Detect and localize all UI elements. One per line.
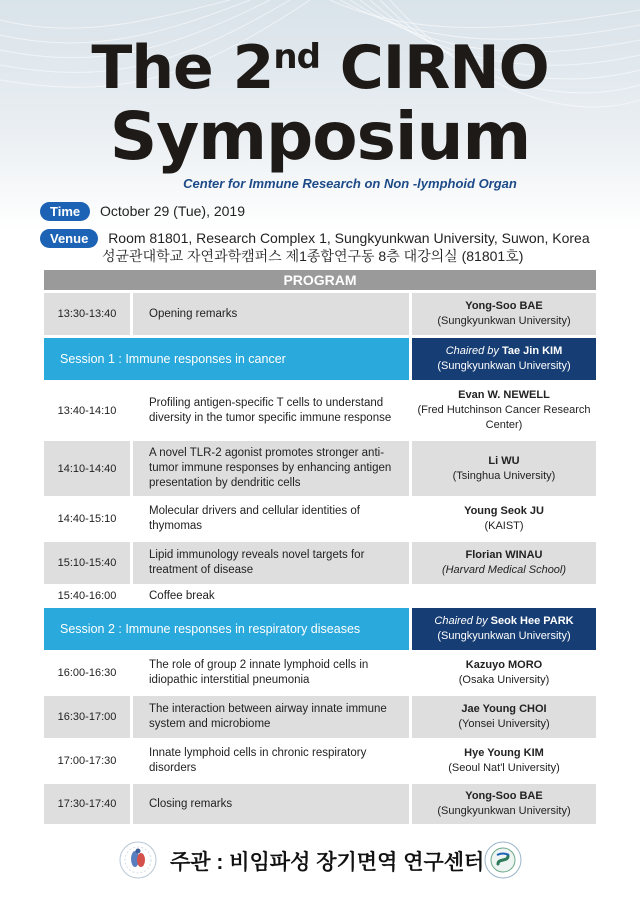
row-speaker	[412, 741, 596, 781]
speaker-name: Jae Young CHOI	[461, 703, 547, 715]
row-title: Lipid immunology reveals novel targets for treatment of disease	[133, 542, 409, 584]
row-speaker	[412, 653, 596, 693]
chaired-by-label: Chaired by	[445, 345, 499, 357]
footer	[0, 840, 640, 880]
row-speaker	[412, 383, 596, 438]
table-row	[44, 441, 596, 496]
speaker-name: Young Seok JU	[464, 505, 544, 517]
time-label: Time	[40, 202, 90, 221]
speaker-affiliation: (KAIST)	[484, 520, 524, 532]
session-title: Session 1 : Immune responses in cancer	[44, 338, 409, 380]
speaker-name: Li WU	[488, 454, 520, 467]
row-speaker	[412, 542, 596, 584]
venue-value: Room 81801, Research Complex 1, Sungkyunkwan University, Suwon, Korea	[108, 230, 590, 246]
row-speaker	[412, 293, 596, 335]
title-superscript: nd	[273, 37, 320, 77]
speaker-name: Florian WINAU	[465, 549, 543, 561]
row-time: 17:30-17:40	[44, 784, 130, 824]
event-title-line2: Symposium	[109, 98, 531, 175]
chaired-by-label: Chaired by	[434, 615, 488, 627]
row-title: Closing remarks	[133, 784, 409, 824]
row-speaker	[412, 441, 596, 496]
speaker-name: Hye Young KIM	[464, 747, 544, 759]
row-time: 13:30-13:40	[44, 293, 130, 335]
chair-affiliation: (Sungkyunkwan University)	[437, 360, 571, 372]
speaker-affiliation: (Yonsei University)	[458, 718, 550, 730]
row-title: The role of group 2 innate lymphoid cells in idiopathic interstitial pneumonia	[133, 653, 409, 693]
row-time: 15:40-16:00	[44, 587, 130, 605]
row-speaker	[412, 696, 596, 738]
sungkyunkwan-university-seal-icon	[483, 840, 523, 880]
row-time: 13:40-14:10	[44, 383, 130, 438]
organizer-text: 주관 : 비임파성 장기면역 연구센터	[170, 851, 485, 874]
row-time: 16:30-17:00	[44, 696, 130, 738]
speaker-name: Yong-Soo BAE	[465, 790, 543, 802]
chair-name: Tae Jin KIM	[501, 345, 563, 357]
row-time: 14:10-14:40	[44, 441, 130, 496]
speaker-name: Yong-Soo BAE	[465, 300, 543, 312]
row-speaker	[412, 587, 596, 605]
speaker-affiliation: (Seoul Nat'l University)	[448, 762, 560, 774]
row-speaker	[412, 499, 596, 539]
row-time: 14:40-15:10	[44, 499, 130, 539]
program-heading: PROGRAM	[44, 270, 596, 290]
row-title: Opening remarks	[133, 293, 409, 335]
row-time: 16:00-16:30	[44, 653, 130, 693]
speaker-affiliation: (Fred Hutchinson Cancer Research Center)	[417, 404, 591, 431]
time-row	[40, 202, 245, 221]
speaker-affiliation: (Harvard Medical School)	[441, 564, 567, 576]
row-time: 15:10-15:40	[44, 542, 130, 584]
session-chair	[412, 608, 596, 650]
table-row	[44, 696, 596, 738]
speaker-affiliation: (Tsinghua University)	[452, 469, 556, 482]
row-title: Innate lymphoid cells in chronic respiratory disorders	[133, 741, 409, 781]
row-speaker	[412, 784, 596, 824]
speaker-name: Kazuyo MORO	[465, 659, 543, 671]
venue-korean: 성균관대학교 자연과학캠퍼스 제1종합연구동 8층 대강의실 (81801호)	[102, 248, 524, 264]
session-title: Session 2 : Immune responses in respiratory diseases	[44, 608, 409, 650]
row-title: Profiling antigen-specific T cells to understand diversity in the tumor specific immune response	[133, 383, 409, 438]
table-row	[44, 741, 596, 781]
table-row	[44, 784, 596, 824]
table-row	[44, 587, 596, 605]
session-row	[44, 608, 596, 650]
venue-label: Venue	[40, 229, 98, 248]
row-title: Molecular drivers and cellular identities of thymomas	[133, 499, 409, 539]
row-time: 17:00-17:30	[44, 741, 130, 781]
table-row	[44, 653, 596, 693]
speaker-affiliation: (Osaka University)	[458, 674, 550, 686]
table-row	[44, 542, 596, 584]
table-row	[44, 293, 596, 335]
chair-affiliation: (Sungkyunkwan University)	[437, 630, 571, 642]
time-value: October 29 (Tue), 2019	[100, 203, 246, 219]
session-chair	[412, 338, 596, 380]
event-subtitle: Center for Immune Research on Non -lymphoid Organ	[183, 176, 517, 191]
program-table	[44, 270, 596, 827]
speaker-name: Evan W. NEWELL	[458, 389, 550, 401]
speaker-affiliation: (Sungkyunkwan University)	[437, 315, 571, 327]
row-title: Coffee break	[133, 587, 409, 605]
speaker-affiliation: (Sungkyunkwan University)	[437, 805, 571, 817]
session-row	[44, 338, 596, 380]
event-title: The 2nd CIRNO	[91, 33, 549, 103]
table-row	[44, 499, 596, 539]
cirno-logo-icon	[118, 840, 158, 880]
row-title: The interaction between airway innate immune system and microbiome	[133, 696, 409, 738]
chair-name: Seok Hee PARK	[490, 615, 574, 627]
row-title: A novel TLR-2 agonist promotes stronger anti-tumor immune responses by enhancing antigen presentation by dendritic cells	[133, 441, 409, 496]
table-row	[44, 383, 596, 438]
